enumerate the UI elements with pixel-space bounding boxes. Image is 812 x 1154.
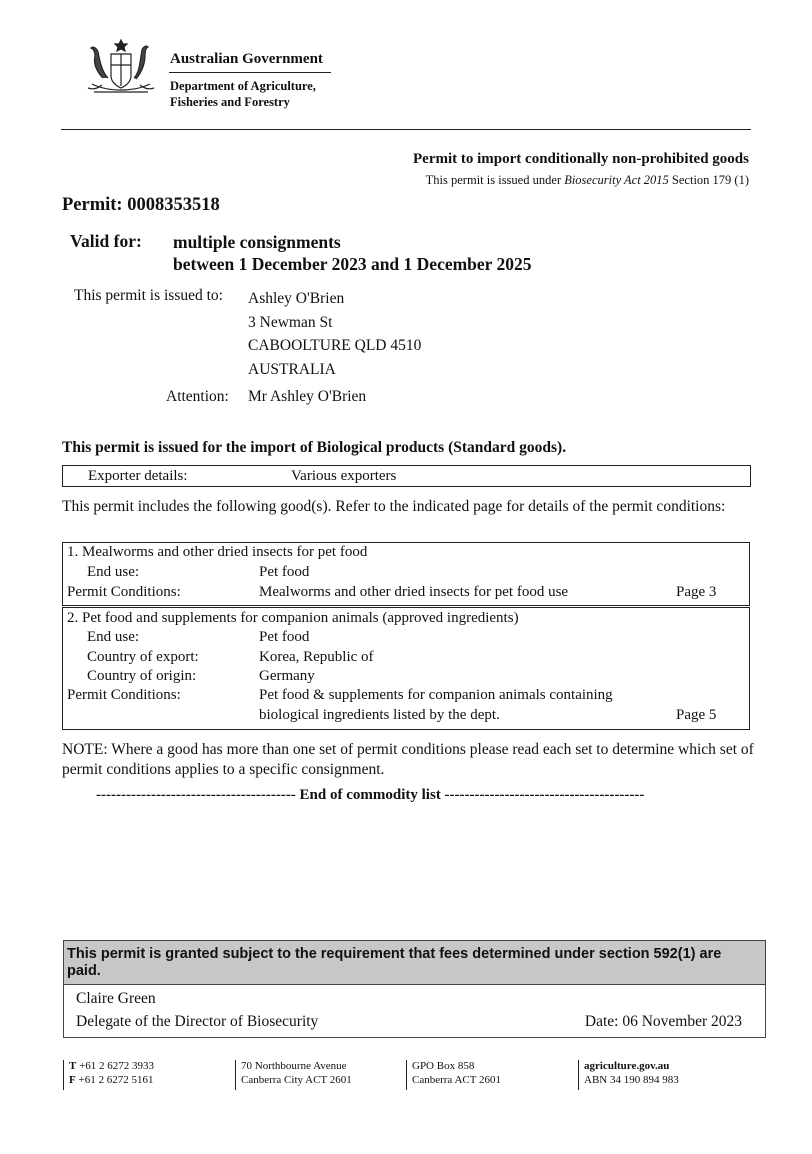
fee-statement: This permit is granted subject to the requirement that fees determined under section 592(1) are paid. xyxy=(67,946,722,979)
issue-date: Date: 06 November 2023 xyxy=(584,1013,742,1030)
valid-for-line-1: multiple consignments xyxy=(173,232,341,252)
end-of-commodity-list: ---------------------------------------- End of commodity list ---------------------------------------- xyxy=(96,787,645,803)
goods-title: 1. Mealworms and other dried insects for pet food xyxy=(67,544,368,560)
conditions-label: Permit Conditions: xyxy=(67,687,181,703)
government-name-rule xyxy=(169,72,331,73)
address-line: AUSTRALIA xyxy=(248,360,336,378)
import-statement: This permit is issued for the import of Biological products (Standard goods). xyxy=(62,439,567,456)
attention-value: Mr Ashley O'Brien xyxy=(248,388,367,405)
country-of-origin-value: Germany xyxy=(259,668,315,684)
address-line: 3 Newman St xyxy=(248,313,333,331)
valid-for-label: Valid for: xyxy=(70,231,142,251)
country-of-export-label: Country of export: xyxy=(87,649,199,665)
conditions-page: Page 3 xyxy=(676,584,717,600)
issued-to-address xyxy=(248,287,421,381)
conditions-value: Mealworms and other dried insects for pet food use xyxy=(259,584,569,600)
fee-statement-banner xyxy=(64,941,765,985)
conditions-value-line-1: Pet food & supplements for companion animals containing xyxy=(259,687,613,703)
conditions-value-line-2: biological ingredients listed by the dept. xyxy=(259,707,500,723)
department-line-1: Department of Agriculture, xyxy=(170,79,316,93)
footer-contact xyxy=(63,1060,154,1090)
footer-web-abn xyxy=(578,1060,679,1090)
department-name xyxy=(170,78,316,110)
postal-line-2: Canberra ACT 2601 xyxy=(412,1073,502,1086)
valid-for-value xyxy=(173,231,532,275)
fax-label: F xyxy=(69,1073,76,1086)
footer-postal-address xyxy=(406,1060,501,1090)
header-divider xyxy=(61,129,751,130)
phone-label: T xyxy=(69,1060,77,1072)
exporter-label: Exporter details: xyxy=(88,468,188,484)
country-of-export-value: Korea, Republic of xyxy=(259,649,374,665)
country-of-origin-label: Country of origin: xyxy=(87,668,197,684)
signatory-role: Delegate of the Director of Biosecurity xyxy=(76,1013,319,1030)
goods-item-2 xyxy=(62,607,750,730)
postal-line-1: GPO Box 858 xyxy=(412,1060,475,1072)
attention-label: Attention: xyxy=(166,388,229,405)
abn-number: ABN 34 190 894 983 xyxy=(584,1073,679,1086)
issued-to-label: This permit is issued to: xyxy=(74,287,223,304)
conditions-page: Page 5 xyxy=(676,707,717,723)
signatory-name: Claire Green xyxy=(76,990,156,1007)
address-line: Ashley O'Brien xyxy=(248,290,345,307)
goods-item-1 xyxy=(62,542,750,606)
exporter-details-box xyxy=(62,465,751,487)
website-link[interactable]: agriculture.gov.au xyxy=(584,1060,670,1072)
government-name: Australian Government xyxy=(170,51,323,67)
end-use-label: End use: xyxy=(87,564,140,580)
valid-for-line-2: between 1 December 2023 and 1 December 2025 xyxy=(173,254,532,274)
end-use-label: End use: xyxy=(87,629,140,645)
note-text: NOTE: Where a good has more than one set of permit conditions please read each set to determine which set of permit conditions applies to a specific consignment. xyxy=(62,741,754,778)
end-use-value: Pet food xyxy=(259,564,310,580)
permit-number: Permit: 0008353518 xyxy=(62,195,220,215)
conditions-label: Permit Conditions: xyxy=(67,584,181,600)
legal-basis-act: Biosecurity Act 2015 xyxy=(564,173,669,187)
legal-basis-prefix: This permit is issued under xyxy=(425,173,562,187)
footer-street-address xyxy=(235,1060,352,1090)
permit-title: Permit to import conditionally non-prohibited goods xyxy=(413,151,749,167)
department-line-2: Fisheries and Forestry xyxy=(170,95,290,109)
coat-of-arms-logo xyxy=(80,34,162,100)
goods-title: 2. Pet food and supplements for companion animals (approved ingredients) xyxy=(67,610,519,626)
legal-basis-section: Section 179 (1) xyxy=(671,173,749,187)
goods-intro-text: This permit includes the following good(s). Refer to the indicated page for details of the permit conditions: xyxy=(62,498,726,515)
street-line-1: 70 Northbourne Avenue xyxy=(241,1060,347,1072)
address-line: CABOOLTURE QLD 4510 xyxy=(248,337,422,354)
street-line-2: Canberra City ACT 2601 xyxy=(241,1073,352,1086)
permit-legal-basis xyxy=(426,173,749,188)
exporter-value: Various exporters xyxy=(291,468,397,484)
phone-number: +61 2 6272 3933 xyxy=(79,1060,155,1072)
fax-number: +61 2 6272 5161 xyxy=(78,1073,154,1086)
end-use-value: Pet food xyxy=(259,629,310,645)
